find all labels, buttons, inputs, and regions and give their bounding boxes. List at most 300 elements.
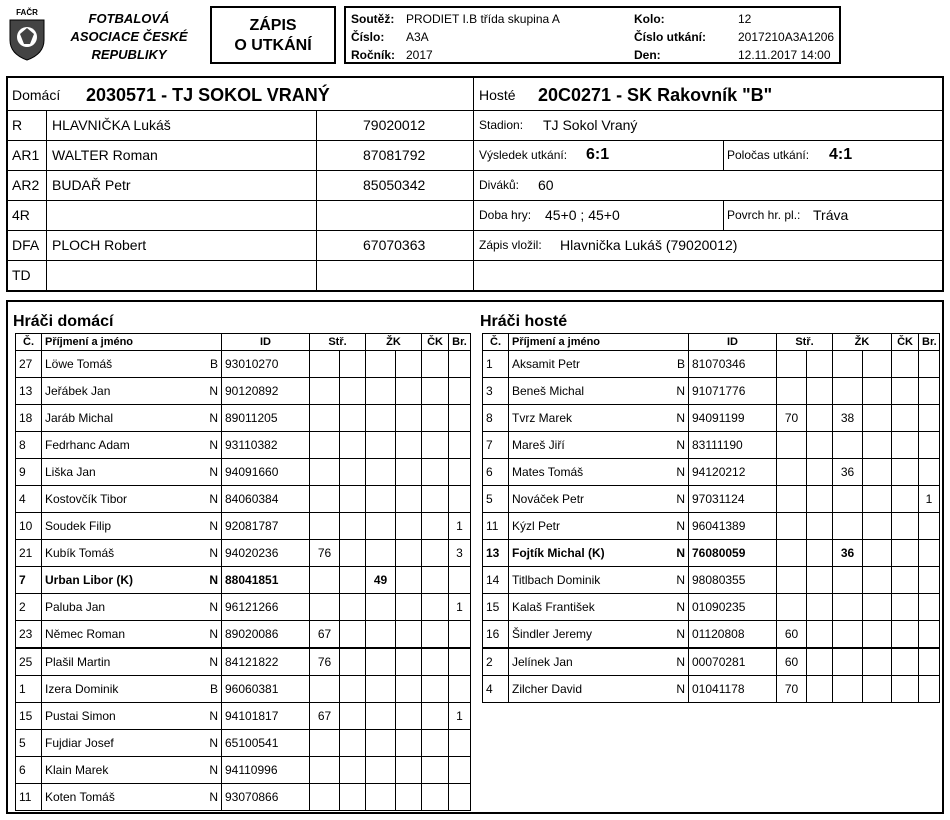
player-id: 81070346 — [689, 351, 777, 378]
player-type: N — [669, 676, 689, 703]
player-number: 21 — [16, 540, 42, 567]
player-number: 15 — [483, 594, 509, 621]
substitution-minute — [310, 432, 340, 459]
red-card-minute — [422, 459, 449, 486]
player-type: N — [669, 594, 689, 621]
info-label: Ročník: — [351, 48, 396, 62]
player-row — [483, 513, 940, 540]
goals — [449, 432, 471, 459]
yellow-card-minute — [366, 540, 396, 567]
player-name: Aksamit Petr — [509, 351, 669, 378]
player-name: Jaráb Michal — [42, 405, 202, 432]
logo-text: FAČR — [16, 8, 38, 17]
cell-empty — [807, 513, 833, 540]
player-number: 2 — [483, 648, 509, 676]
player-row — [16, 730, 471, 757]
info-value: 2017210A3A1206 — [738, 30, 835, 44]
player-number: 1 — [16, 676, 42, 703]
info-label: Soutěž: — [351, 12, 395, 26]
player-type: N — [202, 459, 222, 486]
info-value: 12 — [738, 12, 752, 26]
player-number: 3 — [483, 378, 509, 405]
cell-empty — [340, 540, 366, 567]
substitution-minute: 70 — [777, 676, 807, 703]
player-name: Beneš Michal — [509, 378, 669, 405]
player-id: 01090235 — [689, 594, 777, 621]
yellow-card-minute — [833, 648, 863, 676]
association-name: FOTBALOVÁ ASOCIACE ČESKÉ REPUBLIKY — [70, 11, 188, 62]
player-type: N — [202, 513, 222, 540]
goals — [449, 405, 471, 432]
player-number: 16 — [483, 621, 509, 649]
red-card-minute — [422, 784, 449, 811]
info-label: Číslo: — [351, 30, 385, 44]
red-card-minute — [422, 540, 449, 567]
player-row — [483, 594, 940, 621]
player-id: 84060384 — [222, 486, 310, 513]
player-row — [16, 703, 471, 730]
player-type: N — [202, 757, 222, 784]
cell-empty — [396, 432, 422, 459]
substitution-minute — [310, 784, 340, 811]
col-ck: ČK — [422, 334, 449, 351]
goals — [449, 784, 471, 811]
cell-empty — [340, 757, 366, 784]
player-name: Kýzl Petr — [509, 513, 669, 540]
col-no: Č. — [483, 334, 509, 351]
cell-empty — [396, 730, 422, 757]
player-number: 5 — [483, 486, 509, 513]
cell-empty — [807, 351, 833, 378]
goals: 1 — [449, 703, 471, 730]
player-name: Paluba Jan — [42, 594, 202, 621]
cell-empty — [396, 513, 422, 540]
red-card-minute — [422, 432, 449, 459]
substitution-minute: 60 — [777, 621, 807, 649]
player-name: Jeřábek Jan — [42, 378, 202, 405]
player-row — [16, 432, 471, 459]
goals: 3 — [449, 540, 471, 567]
cell-empty — [807, 594, 833, 621]
player-row — [16, 594, 471, 621]
substitution-minute: 67 — [310, 621, 340, 649]
goals — [919, 676, 940, 703]
player-name: Fedrhanc Adam — [42, 432, 202, 459]
cell-empty — [863, 648, 892, 676]
cell-empty — [396, 594, 422, 621]
player-type: N — [202, 432, 222, 459]
substitution-minute — [310, 351, 340, 378]
official-name: WALTER Roman — [52, 147, 158, 163]
cell-empty — [340, 459, 366, 486]
player-type: N — [202, 703, 222, 730]
cell-empty — [396, 648, 422, 676]
substitution-minute — [310, 594, 340, 621]
yellow-card-minute: 38 — [833, 405, 863, 432]
substitution-minute — [777, 540, 807, 567]
player-id: 65100541 — [222, 730, 310, 757]
yellow-card-minute — [833, 486, 863, 513]
cell-empty — [863, 459, 892, 486]
cell-empty — [807, 378, 833, 405]
yellow-card-minute — [366, 513, 396, 540]
red-card-minute — [422, 730, 449, 757]
player-row — [483, 648, 940, 676]
official-name: HLAVNIČKA Lukáš — [52, 117, 171, 133]
substitution-minute — [777, 567, 807, 594]
cell-empty — [396, 540, 422, 567]
player-id: 96060381 — [222, 676, 310, 703]
official-id: 85050342 — [363, 177, 426, 193]
official-role: DFA — [12, 237, 40, 253]
player-id: 94091660 — [222, 459, 310, 486]
goals — [919, 351, 940, 378]
official-name: BUDAŘ Petr — [52, 177, 131, 193]
yellow-card-minute — [366, 432, 396, 459]
player-id: 89011205 — [222, 405, 310, 432]
player-type: N — [202, 648, 222, 676]
col-name: Příjmení a jméno — [509, 334, 689, 351]
col-id: ID — [689, 334, 777, 351]
player-type: N — [669, 405, 689, 432]
official-role: AR1 — [12, 147, 40, 163]
yellow-card-minute — [833, 676, 863, 703]
surface-label: Povrch hr. pl.: — [727, 208, 801, 222]
goals — [449, 351, 471, 378]
cell-empty — [807, 405, 833, 432]
substitution-minute — [310, 513, 340, 540]
player-type: N — [202, 567, 222, 594]
yellow-card-minute — [366, 378, 396, 405]
yellow-card-minute — [833, 594, 863, 621]
substitution-minute: 70 — [777, 405, 807, 432]
cell-empty — [396, 621, 422, 649]
cell-empty — [807, 621, 833, 649]
home-players-table — [15, 333, 471, 811]
player-name: Plašil Martin — [42, 648, 202, 676]
cell-empty — [340, 703, 366, 730]
col-str: Stř. — [777, 334, 833, 351]
player-name: Kostovčík Tibor — [42, 486, 202, 513]
goals — [449, 459, 471, 486]
player-number: 18 — [16, 405, 42, 432]
player-type: N — [669, 513, 689, 540]
player-number: 9 — [16, 459, 42, 486]
cell-empty — [863, 540, 892, 567]
substitution-minute — [310, 757, 340, 784]
red-card-minute — [892, 513, 919, 540]
col-ck: ČK — [892, 334, 919, 351]
yellow-card-minute — [366, 459, 396, 486]
player-row — [16, 784, 471, 811]
player-id: 94101817 — [222, 703, 310, 730]
info-label: Kolo: — [634, 12, 665, 26]
player-row — [16, 757, 471, 784]
official-name: PLOCH Robert — [52, 237, 147, 253]
yellow-card-minute — [366, 648, 396, 676]
player-id: 83111190 — [689, 432, 777, 459]
player-type: N — [202, 378, 222, 405]
player-number: 4 — [483, 676, 509, 703]
player-number: 8 — [483, 405, 509, 432]
player-id: 01120808 — [689, 621, 777, 649]
player-name: Soudek Filip — [42, 513, 202, 540]
substitution-minute: 76 — [310, 648, 340, 676]
player-row — [16, 459, 471, 486]
player-name: Tvrz Marek — [509, 405, 669, 432]
official-id: 79020012 — [363, 117, 426, 133]
cell-empty — [340, 621, 366, 649]
goals — [449, 676, 471, 703]
player-number: 7 — [16, 567, 42, 594]
goals — [449, 730, 471, 757]
red-card-minute — [892, 351, 919, 378]
red-card-minute — [892, 540, 919, 567]
substitution-minute — [777, 351, 807, 378]
official-role: R — [12, 117, 23, 133]
cell-empty — [863, 405, 892, 432]
player-row — [16, 513, 471, 540]
cell-empty — [396, 757, 422, 784]
player-row — [16, 648, 471, 676]
cell-empty — [396, 405, 422, 432]
cell-empty — [340, 730, 366, 757]
player-row — [483, 432, 940, 459]
player-type: N — [202, 730, 222, 757]
yellow-card-minute: 49 — [366, 567, 396, 594]
yellow-card-minute — [366, 594, 396, 621]
yellow-card-minute — [366, 676, 396, 703]
goals — [919, 405, 940, 432]
cell-empty — [396, 676, 422, 703]
yellow-card-minute — [366, 621, 396, 649]
player-name: Fojtík Michal (K) — [509, 540, 669, 567]
player-name: Šindler Jeremy — [509, 621, 669, 649]
col-zk: ŽK — [833, 334, 892, 351]
info-label: Den: — [634, 48, 661, 62]
substitution-minute — [777, 459, 807, 486]
player-type: N — [202, 540, 222, 567]
player-id: 96121266 — [222, 594, 310, 621]
info-label: Číslo utkání: — [634, 30, 707, 44]
cell-empty — [807, 432, 833, 459]
player-row — [483, 486, 940, 513]
player-name: Fujdiar Josef — [42, 730, 202, 757]
player-number: 1 — [483, 351, 509, 378]
red-card-minute — [892, 405, 919, 432]
player-type: N — [669, 432, 689, 459]
player-type: B — [202, 351, 222, 378]
red-card-minute — [892, 648, 919, 676]
player-type: N — [202, 405, 222, 432]
goals — [919, 378, 940, 405]
yellow-card-minute — [366, 486, 396, 513]
player-name: Klain Marek — [42, 757, 202, 784]
substitution-minute — [310, 405, 340, 432]
substitution-minute — [310, 486, 340, 513]
surface-value: Tráva — [813, 207, 849, 223]
cell-empty — [340, 351, 366, 378]
home-label: Domácí — [12, 87, 61, 103]
cell-empty — [340, 784, 366, 811]
player-name: Izera Dominik — [42, 676, 202, 703]
player-row — [16, 540, 471, 567]
cell-empty — [807, 540, 833, 567]
official-id: 87081792 — [363, 147, 426, 163]
cell-empty — [807, 648, 833, 676]
red-card-minute — [422, 648, 449, 676]
cell-empty — [396, 351, 422, 378]
red-card-minute — [422, 676, 449, 703]
away-team: 20C0271 - SK Rakovník "B" — [538, 85, 773, 105]
yellow-card-minute — [366, 757, 396, 784]
player-id: 93070866 — [222, 784, 310, 811]
player-name: Urban Libor (K) — [42, 567, 202, 594]
player-number: 14 — [483, 567, 509, 594]
official-id: 67070363 — [363, 237, 426, 253]
player-type: N — [202, 784, 222, 811]
cell-empty — [863, 351, 892, 378]
halftime-value: 4:1 — [829, 146, 853, 163]
cell-empty — [863, 513, 892, 540]
player-id: 94110996 — [222, 757, 310, 784]
away-players-title: Hráči hosté — [480, 313, 568, 330]
player-number: 4 — [16, 486, 42, 513]
player-type: N — [202, 594, 222, 621]
goals — [449, 486, 471, 513]
player-name: Pustai Simon — [42, 703, 202, 730]
cell-empty — [807, 676, 833, 703]
red-card-minute — [892, 676, 919, 703]
yellow-card-minute — [366, 351, 396, 378]
red-card-minute — [422, 405, 449, 432]
substitution-minute — [310, 676, 340, 703]
player-row — [483, 621, 940, 649]
cell-empty — [340, 648, 366, 676]
entered-by-label: Zápis vložil: — [479, 238, 542, 252]
player-row — [16, 351, 471, 378]
cell-empty — [340, 486, 366, 513]
cell-empty — [340, 405, 366, 432]
substitution-minute — [310, 567, 340, 594]
info-value: A3A — [406, 30, 429, 44]
cell-empty — [807, 459, 833, 486]
result-label: Výsledek utkání: — [479, 148, 568, 162]
goals — [919, 513, 940, 540]
player-id: 00070281 — [689, 648, 777, 676]
player-name: Němec Roman — [42, 621, 202, 649]
player-name: Kubík Tomáš — [42, 540, 202, 567]
cell-empty — [863, 378, 892, 405]
cell-empty — [863, 676, 892, 703]
goals — [919, 432, 940, 459]
player-number: 13 — [483, 540, 509, 567]
player-id: 88041851 — [222, 567, 310, 594]
player-type: N — [202, 486, 222, 513]
substitution-minute: 76 — [310, 540, 340, 567]
player-number: 2 — [16, 594, 42, 621]
player-name: Mates Tomáš — [509, 459, 669, 486]
player-name: Löwe Tomáš — [42, 351, 202, 378]
player-type: N — [202, 621, 222, 649]
cell-empty — [863, 432, 892, 459]
cell-empty — [863, 594, 892, 621]
player-row — [483, 405, 940, 432]
substitution-minute — [777, 513, 807, 540]
goals — [919, 540, 940, 567]
goals: 1 — [449, 594, 471, 621]
player-type: N — [669, 648, 689, 676]
cell-empty — [863, 567, 892, 594]
cell-empty — [863, 486, 892, 513]
red-card-minute — [422, 621, 449, 649]
player-id: 92081787 — [222, 513, 310, 540]
player-name: Mareš Jiří — [509, 432, 669, 459]
red-card-minute — [892, 432, 919, 459]
yellow-card-minute — [366, 405, 396, 432]
player-id: 01041178 — [689, 676, 777, 703]
info-value: 2017 — [406, 48, 433, 62]
red-card-minute — [422, 351, 449, 378]
player-type: N — [669, 459, 689, 486]
info-value: PRODIET I.B třída skupina A — [406, 12, 560, 26]
official-role: TD — [12, 267, 31, 283]
goals: 1 — [449, 513, 471, 540]
player-number: 27 — [16, 351, 42, 378]
player-id: 93010270 — [222, 351, 310, 378]
cell-empty — [807, 486, 833, 513]
table-header-row — [16, 334, 471, 351]
player-id: 94020236 — [222, 540, 310, 567]
red-card-minute — [422, 567, 449, 594]
player-name: Kalaš František — [509, 594, 669, 621]
substitution-minute — [777, 378, 807, 405]
table-header-row — [483, 334, 940, 351]
player-id: 91071776 — [689, 378, 777, 405]
away-label: Hosté — [479, 87, 516, 103]
player-name: Koten Tomáš — [42, 784, 202, 811]
player-row — [16, 621, 471, 649]
player-number: 11 — [483, 513, 509, 540]
stadium-label: Stadion: — [479, 118, 524, 132]
player-id: 76080059 — [689, 540, 777, 567]
cell-empty — [396, 703, 422, 730]
officials-section — [6, 76, 944, 292]
yellow-card-minute — [833, 351, 863, 378]
red-card-minute — [892, 486, 919, 513]
player-row — [483, 459, 940, 486]
cell-empty — [807, 567, 833, 594]
yellow-card-minute — [833, 378, 863, 405]
player-number: 13 — [16, 378, 42, 405]
stadium-value: TJ Sokol Vraný — [543, 117, 638, 133]
halftime-label: Poločas utkání: — [727, 148, 810, 162]
player-row — [16, 567, 471, 594]
player-id: 84121822 — [222, 648, 310, 676]
cell-empty — [396, 378, 422, 405]
player-type: B — [669, 351, 689, 378]
result-value: 6:1 — [586, 146, 610, 163]
yellow-card-minute — [366, 784, 396, 811]
goals — [449, 757, 471, 784]
player-type: N — [669, 567, 689, 594]
player-row — [16, 486, 471, 513]
player-id: 98080355 — [689, 567, 777, 594]
goals — [449, 567, 471, 594]
col-name: Příjmení a jméno — [42, 334, 222, 351]
away-players-table — [482, 333, 940, 703]
goals: 1 — [919, 486, 940, 513]
